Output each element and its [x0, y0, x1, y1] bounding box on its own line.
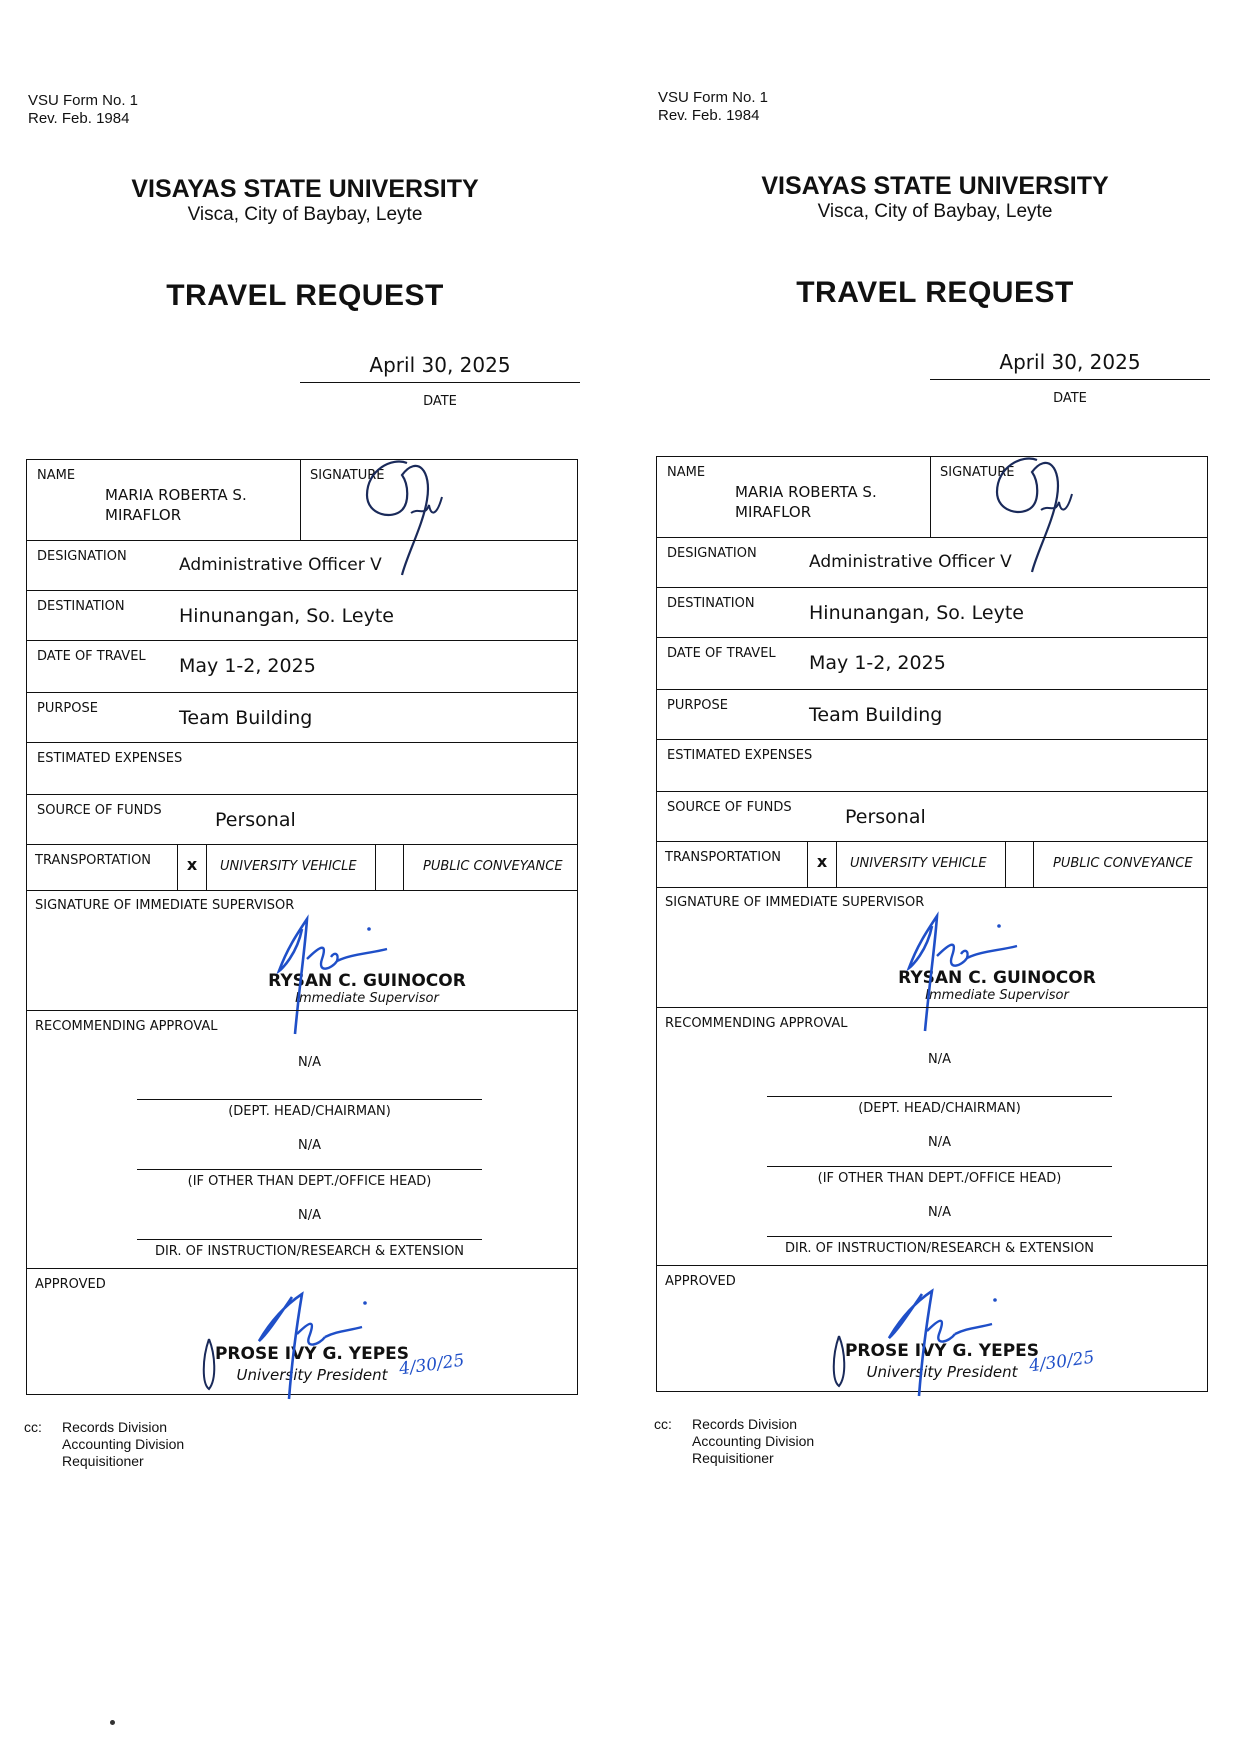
recommending-value-3: N/A — [928, 1205, 951, 1220]
travel-request-form — [656, 456, 1208, 1392]
supervisor-section — [657, 887, 1207, 1008]
supervisor-name: RYSAN C. GUINOCOR — [898, 968, 1096, 988]
purpose-label: PURPOSE — [37, 701, 98, 716]
source-of-funds-row — [27, 794, 577, 845]
recommending-approval-section — [657, 1007, 1207, 1266]
recommending-caption-1: (DEPT. HEAD/CHAIRMAN) — [858, 1101, 1021, 1116]
approved-section — [657, 1265, 1207, 1394]
date-of-travel-row — [27, 640, 577, 693]
travel-request-copy-2 — [630, 0, 1240, 1750]
supervisor-role: Immediate Supervisor — [925, 988, 1069, 1003]
date-of-travel-value: May 1-2, 2025 — [809, 652, 946, 674]
cc-label: cc: — [24, 1419, 42, 1435]
scan-speck — [110, 1720, 115, 1725]
source-of-funds-value: Personal — [215, 809, 296, 831]
president-name: PROSE IVY G. YEPES — [214, 1344, 410, 1364]
date-of-travel-label: DATE OF TRAVEL — [37, 649, 146, 664]
signature-label: SIGNATURE — [310, 468, 385, 483]
university-address: Visca, City of Baybay, Leyte — [817, 201, 1053, 222]
name-row — [657, 457, 1207, 537]
purpose-value: Team Building — [809, 704, 943, 726]
president-signature-icon — [197, 1279, 377, 1404]
supervisor-section — [27, 890, 577, 1011]
date-label: DATE — [1053, 391, 1087, 406]
supervisor-section-label: SIGNATURE OF IMMEDIATE SUPERVISOR — [665, 895, 925, 910]
president-role: University President — [866, 1363, 1018, 1381]
public-conveyance-label: PUBLIC CONVEYANCE — [423, 859, 563, 874]
estimated-expenses-row — [657, 739, 1207, 792]
designation-label: DESIGNATION — [667, 546, 757, 561]
destination-label: DESTINATION — [667, 596, 755, 611]
designation-row — [27, 540, 577, 591]
date-label: DATE — [423, 394, 457, 409]
university-address: Visca, City of Baybay, Leyte — [187, 204, 423, 225]
cc-item: Records Division — [62, 1419, 168, 1435]
recommending-value-1: N/A — [928, 1052, 951, 1067]
destination-value: Hinunangan, So. Leyte — [179, 605, 394, 627]
purpose-row — [27, 692, 577, 743]
date-of-travel-value: May 1-2, 2025 — [179, 655, 316, 677]
supervisor-name: RYSAN C. GUINOCOR — [268, 971, 466, 991]
name-row — [27, 460, 577, 540]
purpose-row — [657, 689, 1207, 740]
estimated-expenses-label: ESTIMATED EXPENSES — [37, 751, 183, 766]
approved-section — [27, 1268, 577, 1397]
source-of-funds-label: SOURCE OF FUNDS — [667, 800, 792, 815]
recommending-caption-2: (IF OTHER THAN DEPT./OFFICE HEAD) — [187, 1174, 432, 1189]
signature-label: SIGNATURE — [940, 465, 1015, 480]
president-name: PROSE IVY G. YEPES — [844, 1341, 1040, 1361]
university-vehicle-label: UNIVERSITY VEHICLE — [850, 856, 987, 871]
destination-row — [657, 587, 1207, 638]
university-name: VISAYAS STATE UNIVERSITY — [131, 175, 479, 203]
approved-label: APPROVED — [35, 1277, 106, 1292]
transportation-row — [27, 844, 577, 891]
recommending-approval-label: RECOMMENDING APPROVAL — [665, 1016, 848, 1031]
source-of-funds-value: Personal — [845, 806, 926, 828]
source-of-funds-label: SOURCE OF FUNDS — [37, 803, 162, 818]
recommending-caption-1: (DEPT. HEAD/CHAIRMAN) — [228, 1104, 391, 1119]
cc-item: Accounting Division — [62, 1436, 185, 1452]
cc-item: Requisitioner — [62, 1453, 144, 1469]
source-of-funds-row — [657, 791, 1207, 842]
date-line — [300, 382, 580, 383]
supervisor-section-label: SIGNATURE OF IMMEDIATE SUPERVISOR — [35, 898, 295, 913]
transportation-row — [657, 841, 1207, 888]
date-of-travel-label: DATE OF TRAVEL — [667, 646, 776, 661]
request-date: April 30, 2025 — [999, 350, 1141, 374]
university-vehicle-checkbox: x — [186, 855, 198, 874]
approved-label: APPROVED — [665, 1274, 736, 1289]
purpose-label: PURPOSE — [667, 698, 728, 713]
form-number: VSU Form No. 1 Rev. Feb. 1984 — [28, 92, 139, 127]
public-conveyance-label: PUBLIC CONVEYANCE — [1053, 856, 1193, 871]
designation-value: Administrative Officer V — [179, 555, 382, 575]
university-vehicle-label: UNIVERSITY VEHICLE — [220, 859, 357, 874]
cc-item: Records Division — [692, 1416, 798, 1432]
recommending-value-2: N/A — [928, 1135, 951, 1150]
estimated-expenses-row — [27, 742, 577, 795]
designation-value: Administrative Officer V — [809, 552, 1012, 572]
transportation-label: TRANSPORTATION — [665, 850, 782, 865]
recommending-value-2: N/A — [298, 1138, 321, 1153]
university-vehicle-checkbox: x — [816, 852, 828, 871]
designation-row — [657, 537, 1207, 588]
recommending-caption-2: (IF OTHER THAN DEPT./OFFICE HEAD) — [817, 1171, 1062, 1186]
request-date: April 30, 2025 — [369, 353, 511, 377]
name-label: NAME — [667, 465, 706, 480]
form-number: VSU Form No. 1 Rev. Feb. 1984 — [658, 89, 769, 124]
destination-value: Hinunangan, So. Leyte — [809, 602, 1024, 624]
destination-label: DESTINATION — [37, 599, 125, 614]
form-title: TRAVEL REQUEST — [166, 279, 444, 312]
destination-row — [27, 590, 577, 641]
recommending-approval-label: RECOMMENDING APPROVAL — [35, 1019, 218, 1034]
recommending-caption-3: DIR. OF INSTRUCTION/RESEARCH & EXTENSION — [154, 1244, 465, 1259]
recommending-value-1: N/A — [298, 1055, 321, 1070]
travel-request-form — [26, 459, 578, 1395]
cc-item: Requisitioner — [692, 1450, 774, 1466]
date-line — [930, 379, 1210, 380]
president-signature-icon — [827, 1276, 1007, 1401]
transportation-label: TRANSPORTATION — [35, 853, 152, 868]
name-label: NAME — [37, 468, 76, 483]
cc-label: cc: — [654, 1416, 672, 1432]
designation-label: DESIGNATION — [37, 549, 127, 564]
form-title: TRAVEL REQUEST — [796, 276, 1074, 309]
handwritten-date: 4/30/25 — [1027, 1347, 1096, 1377]
university-name: VISAYAS STATE UNIVERSITY — [761, 172, 1109, 200]
recommending-value-3: N/A — [298, 1208, 321, 1223]
estimated-expenses-label: ESTIMATED EXPENSES — [667, 748, 813, 763]
cc-item: Accounting Division — [692, 1433, 815, 1449]
recommending-approval-section — [27, 1010, 577, 1269]
handwritten-date: 4/30/25 — [397, 1350, 466, 1380]
supervisor-role: Immediate Supervisor — [295, 991, 439, 1006]
name-value: MARIA ROBERTA S. MIRAFLOR — [735, 483, 877, 521]
president-role: University President — [236, 1366, 388, 1384]
date-of-travel-row — [657, 637, 1207, 690]
purpose-value: Team Building — [179, 707, 313, 729]
name-value: MARIA ROBERTA S. MIRAFLOR — [105, 486, 247, 524]
recommending-caption-3: DIR. OF INSTRUCTION/RESEARCH & EXTENSION — [784, 1241, 1095, 1256]
